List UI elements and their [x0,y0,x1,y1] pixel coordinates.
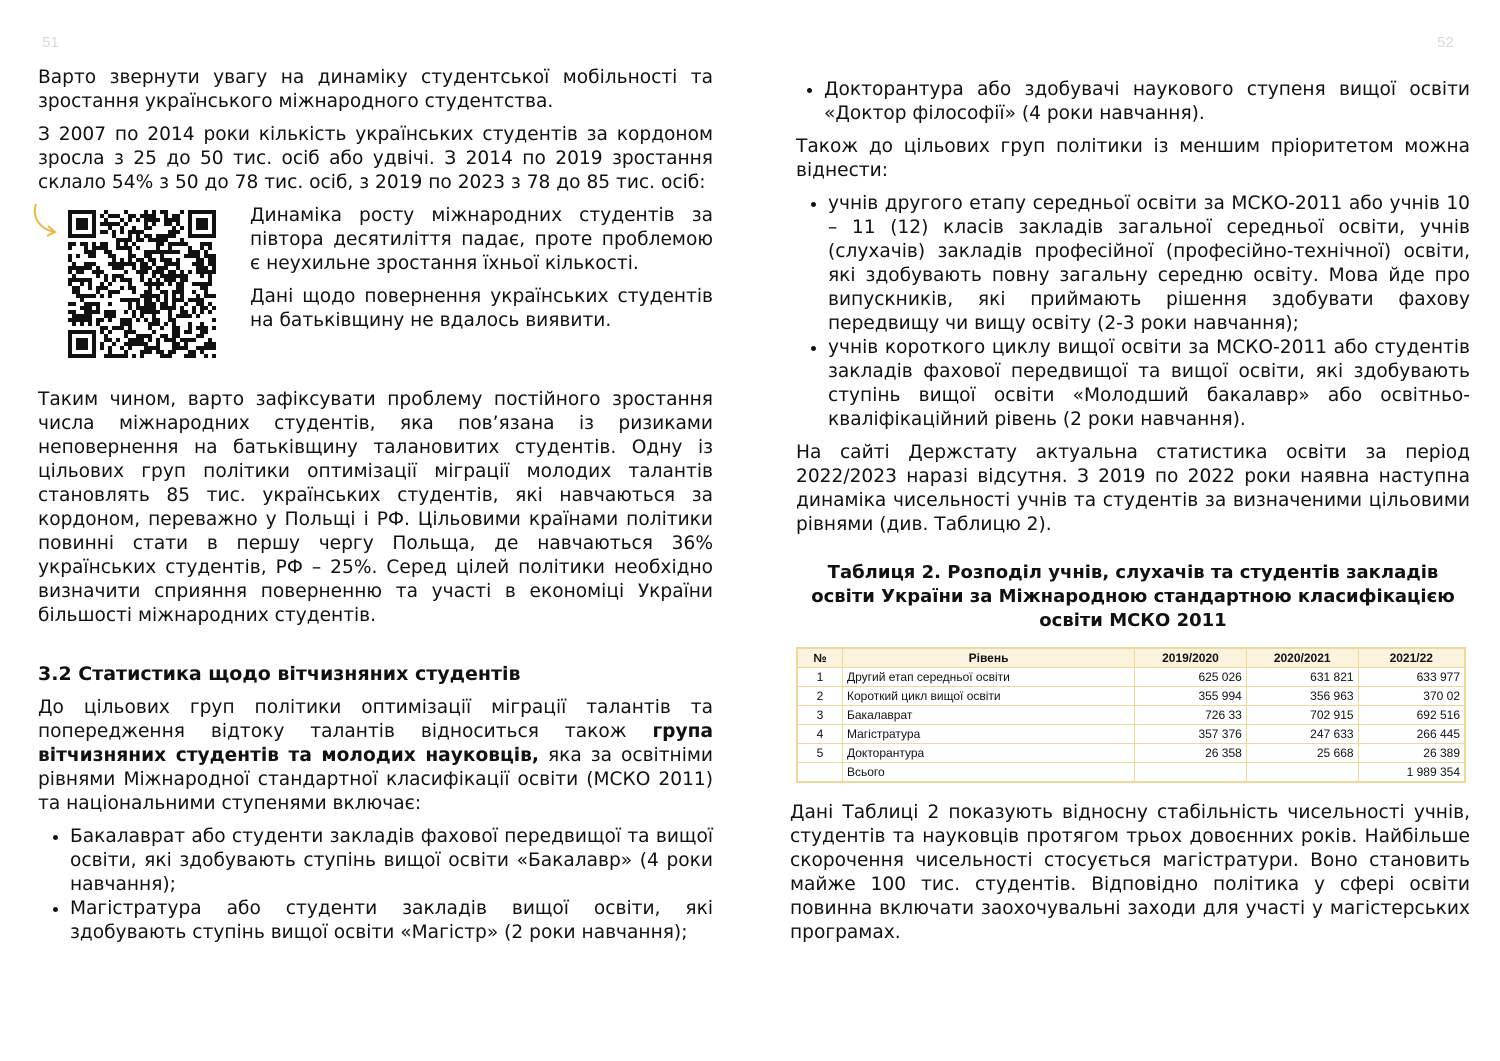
list-item: • Бакалаврат або студенти закладів фахової передвищої та вищої освіти, які здобувають ступінь вищої освіти «Бакалавр» (4 роки навчання); [70,825,713,897]
table-cell: Другий етап середньої освіти [843,668,1135,687]
table-cell: Короткий цикл вищої освіти [843,687,1135,706]
table-cell: 26 358 [1135,744,1247,763]
table-cell: 356 963 [1246,687,1358,706]
qr-paragraph: Дані щодо повернення українських студентів на батьківщину не вдалось виявити. [250,286,713,331]
page-number-left: 51 [42,34,59,51]
paragraph: Таким чином, варто зафіксувати проблему постійного зростання числа міжнародних студентів, яка пов’язана із ризиками неповернення на батьківщину талановитих студентів. Одну із цільових груп політики оптимізації міграції молодих талантів становлять 85 тис. українських студентів, які навчаються за кордоном, переважно у Польщі і РФ. Цільовими країнами політики повинні стати в першу чергу Польща, де навчаються 36% українських студентів, РФ – 25%. Серед цілей політики необхідно визначити сприяння поверненню та участі в економіці України більшості міжнародних студентів. [38,389,713,626]
page-number-right: 52 [1437,34,1454,51]
curved-arrow-icon [32,202,62,242]
paragraph: На сайті Держстату актуальна статистика освіти за період 2022/2023 наразі відсутня. З 2019 по 2022 роки наявна наступна динаміка чисельності учнів та студентів за визначеними цільовими рівнями (див. Таблицю 2). [796,442,1470,535]
table-cell: Магістратура [843,725,1135,744]
table-cell: 625 026 [1135,668,1247,687]
table-cell [797,763,843,783]
table-cell: 266 445 [1358,725,1465,744]
list-item: • учнів другого етапу середньої освіти за МСКО-2011 або учнів 10 – 11 (12) класів закладів загальної середньої освіти, учнів (слухачів) закладів професійної (професійно-технічної) освіти, які здобувають повну загальну середню освіту. Мова йде про випускників, які приймають рішення здобувати фахову передвищу чи вищу освіту (2-3 роки навчання); [828,192,1470,336]
table-header-row [797,648,1465,668]
header-cell: 2020/2021 [1246,648,1358,668]
table-cell: 1 989 354 [1358,763,1465,783]
table-cell: 355 994 [1135,687,1247,706]
table-cell: 692 516 [1358,706,1465,725]
table-row [797,687,1465,706]
table-title: Таблиця 2. Розподіл учнів, слухачів та студентів закладів освіти України за Міжнародною стандартною класифікацією освіти МСКО 2011 [811,562,1455,631]
table-cell: 5 [797,744,843,763]
table-cell: Бакалаврат [843,706,1135,725]
qr-code-icon[interactable] [68,210,216,358]
bullet-list [38,825,713,945]
table-cell: 1 [797,668,843,687]
table-cell [1246,763,1358,783]
qr-section [38,204,713,384]
table-cell: 25 668 [1246,744,1358,763]
right-column [790,78,1470,954]
qr-paragraph: Динаміка росту міжнародних студентів за півтора десятиліття падає, проте проблемою є неухильне зростання їхньої кількості. [250,205,713,274]
table-cell: 2 [797,687,843,706]
header-cell: № [797,648,843,668]
paragraph: Також до цільових груп політики із меншим пріоритетом можна віднести: [796,136,1470,181]
list-item: • Докторантура або здобувачі наукового ступеня вищої освіти «Доктор філософії» (4 роки навчання). [824,78,1470,126]
list-item: • учнів короткого циклу вищої освіти за МСКО-2011 або студентів закладів фахової передвищої та вищої освіти, які здобувають ступінь вищої освіти «Молодший бакалавр» або освітньо-кваліфікаційний рівень (2 роки навчання). [828,336,1470,432]
table-cell: 26 389 [1358,744,1465,763]
table-cell: 3 [797,706,843,725]
table-cell: 4 [797,725,843,744]
paragraph: Дані Таблиці 2 показують відносну стабільність чисельності учнів, студентів та науковців протягом трьох довоєнних років. Найбільше скорочення чисельності стосується магістратури. Воно становить майже 100 тис. студентів. Відповідно політика у сфері освіти повинна включати заохочувальні заходи для участі у магістерських програмах. [790,802,1470,943]
table-row [797,706,1465,725]
table-cell: 702 915 [1246,706,1358,725]
table-cell: Докторантура [843,744,1135,763]
table-cell: 247 633 [1246,725,1358,744]
header-cell: 2021/22 [1358,648,1465,668]
bullet-list [796,78,1470,126]
header-cell: Рівень [843,648,1135,668]
table-cell: 726 33 [1135,706,1247,725]
table-row [797,744,1465,763]
list-item: • Магістратура або студенти закладів вищої освіти, які здобувають ступінь вищої освіти «Магістр» (2 роки навчання); [70,897,713,945]
table-cell: 370 02 [1358,687,1465,706]
bullet-list [796,192,1470,432]
left-column [38,66,713,954]
qr-code-container [38,204,250,384]
paragraph: До цільових груп політики оптимізації міграції талантів та попередження відтоку талантів відноситься також група вітчизняних студентів та молодих науковців, яка за освітніми рівнями Міжнародної стандартної класифікації освіти (МСКО 2011) та національними ступенями включає: [38,697,713,814]
paragraph: З 2007 по 2014 роки кількість українських студентів за кордоном зросла з 25 до 50 тис. осіб або удвічі. З 2014 по 2019 зростання склало 54% з 50 до 78 тис. осіб, з 2019 по 2023 з 78 до 85 тис. осіб: [38,124,713,193]
table-cell: 357 376 [1135,725,1247,744]
table-row [797,763,1465,783]
table-row [797,668,1465,687]
section-heading: 3.2 Статистика щодо вітчизняних студентів [38,663,521,685]
stats-table [796,647,1466,783]
header-cell: 2019/2020 [1135,648,1247,668]
table-cell [1135,763,1247,783]
table-cell: 631 821 [1246,668,1358,687]
table-cell: Всього [843,763,1135,783]
table-row [797,725,1465,744]
paragraph: Варто звернути увагу на динаміку студентської мобільності та зростання українського міжнародного студентства. [38,67,713,112]
table-cell: 633 977 [1358,668,1465,687]
